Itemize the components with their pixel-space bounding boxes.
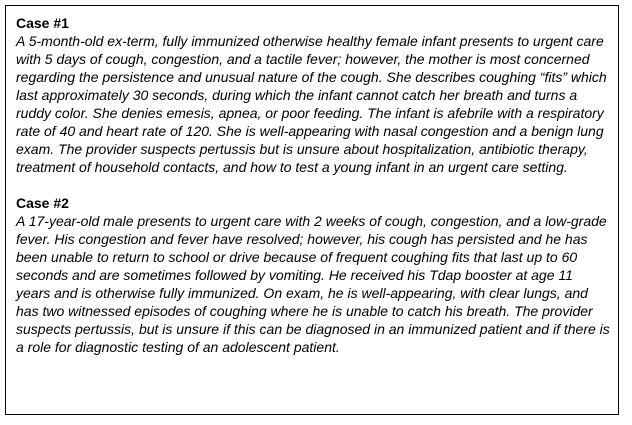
case-2-title: Case #2 xyxy=(16,195,69,211)
case-1 xyxy=(16,14,611,176)
case-1-title: Case #1 xyxy=(16,15,69,31)
case-box xyxy=(5,5,619,415)
case-1-body: A 5-month-old ex-term, fully immunized otherwise healthy female infant presents to urgent care with 5 days of cough, congestion, and a tactile fever; however, the mother is most concerned regarding the persistence and unusual nature of the cough. She describes coughing “fits” which last approximately 30 seconds, during which the infant cannot catch her breath and turns a ruddy color. She denies emesis, apnea, or poor feeding. The infant is afebrile with a respiratory rate of 40 and heart rate of 120. She is well-appearing with nasal congestion and a benign lung exam. The provider suspects pertussis but is unsure about hospitalization, antibiotic therapy, treatment of household contacts, and how to test a young infant in an urgent care setting. xyxy=(16,33,607,175)
case-2-body: A 17-year-old male presents to urgent care with 2 weeks of cough, congestion, and a low-grade fever. His congestion and fever have resolved; however, his cough has persisted and he has been unable to return to school or drive because of frequent coughing fits that last up to 60 seconds and are sometimes followed by vomiting. He received his Tdap booster at age 11 years and is otherwise fully immunized. On exam, he is well-appearing, with clear lungs, and has two witnessed episodes of coughing where he is unable to catch his breath. The provider suspects pertussis, but is unsure if this can be diagnosed in an immunized patient and if there is a role for diagnostic testing of an adolescent patient. xyxy=(16,213,610,355)
case-2 xyxy=(16,194,611,356)
